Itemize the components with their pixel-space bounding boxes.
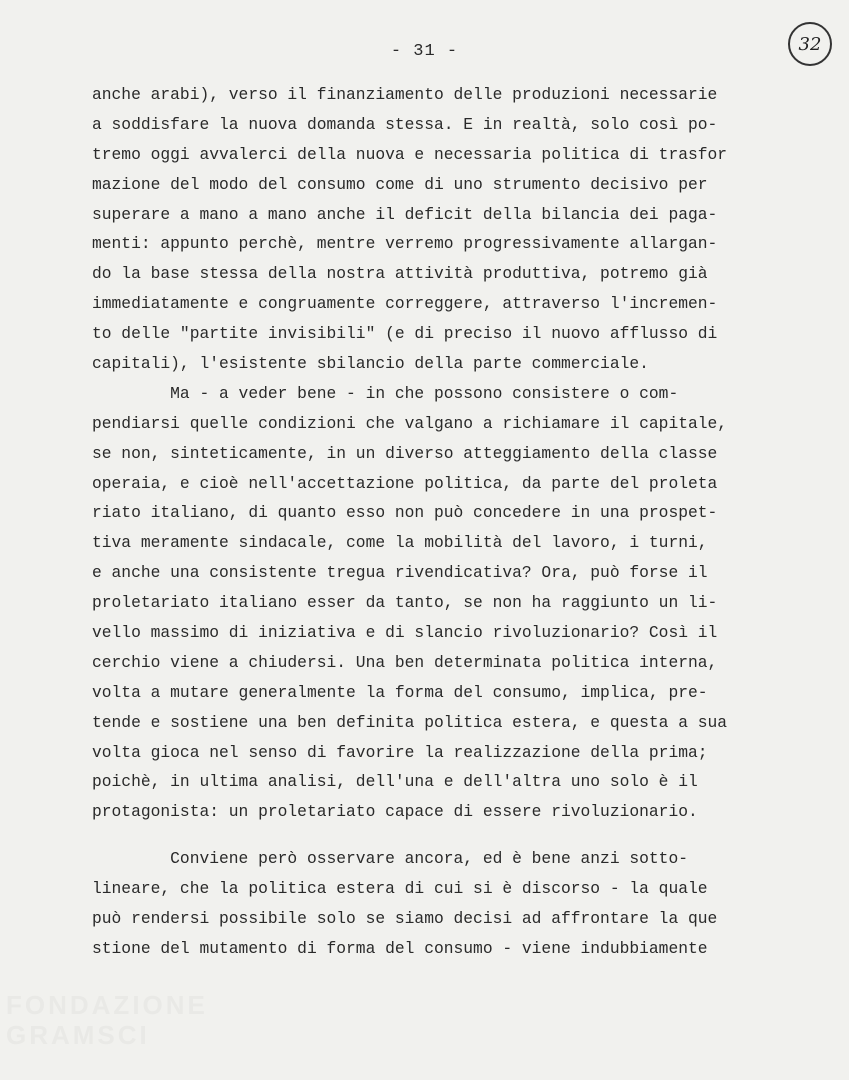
text-line: immediatamente e congruamente correggere, attraverso l'incremen-	[92, 294, 718, 314]
text-line: mazione del modo del consumo come di uno strumento decisivo per	[92, 174, 708, 194]
text-line: riato italiano, di quanto esso non può concedere in una prospet-	[92, 503, 718, 523]
archive-stamp: 32	[788, 22, 832, 66]
text-line: a soddisfare la nuova domanda stessa. E in realtà, solo così po-	[92, 114, 718, 134]
body-text	[92, 80, 752, 827]
body-text-continuation	[92, 844, 752, 964]
text-line: pendiarsi quelle condizioni che valgano a richiamare il capitale,	[92, 413, 728, 433]
text-line: do la base stessa della nostra attività produttiva, potremo già	[92, 264, 708, 284]
text-line: Conviene però osservare ancora, ed è bene anzi sotto-	[92, 849, 688, 868]
text-line: cerchio viene a chiudersi. Una ben determinata politica interna,	[92, 652, 718, 672]
text-line: tende e sostiene una ben definita politica estera, e questa a sua	[92, 712, 728, 732]
text-line: se non, sinteticamente, in un diverso atteggiamento della classe	[92, 443, 718, 463]
text-line: e anche una consistente tregua rivendicativa? Ora, può forse il	[92, 563, 708, 583]
text-line: può rendersi possibile solo se siamo decisi ad affrontare la que	[92, 908, 718, 928]
text-line: vello massimo di iniziativa e di slancio rivoluzionario? Così il	[92, 623, 718, 643]
text-line: menti: appunto perchè, mentre verremo progressivamente allargan-	[92, 234, 718, 254]
text-line: protagonista: un proletariato capace di essere rivoluzionario.	[92, 802, 698, 822]
page-number: - 31 -	[390, 42, 459, 61]
text-line: proletariato italiano esser da tanto, se non ha raggiunto un li-	[92, 593, 718, 613]
watermark-line: GRAMSCI	[6, 1020, 150, 1050]
text-line: lineare, che la politica estera di cui si è discorso - la quale	[92, 878, 708, 898]
text-line: poichè, in ultima analisi, dell'una e dell'altra uno solo è il	[92, 772, 698, 792]
text-line: stione del mutamento di forma del consumo - viene indubbiamente	[92, 938, 708, 958]
text-line: tiva meramente sindacale, come la mobilità del lavoro, i turni,	[92, 533, 708, 553]
text-line: anche arabi), verso il finanziamento delle produzioni necessarie	[92, 85, 718, 104]
text-line: operaia, e cioè nell'accettazione politica, da parte del proleta	[92, 473, 718, 493]
text-line: tremo oggi avvalerci della nuova e necessaria politica di trasfor	[92, 144, 728, 164]
text-line: volta a mutare generalmente la forma del consumo, implica, pre-	[92, 682, 708, 702]
text-line: capitali), l'esistente sbilancio della parte commerciale.	[92, 354, 649, 374]
text-line: Ma - a veder bene - in che possono consistere o com-	[92, 383, 679, 403]
watermark-line: FONDAZIONE	[6, 990, 208, 1020]
text-line: to delle "partite invisibili" (e di preciso il nuovo afflusso di	[92, 324, 718, 344]
text-line: superare a mano a mano anche il deficit della bilancia dei paga-	[92, 204, 718, 224]
text-line: volta gioca nel senso di favorire la realizzazione della prima;	[92, 742, 708, 762]
watermark	[6, 990, 208, 1050]
